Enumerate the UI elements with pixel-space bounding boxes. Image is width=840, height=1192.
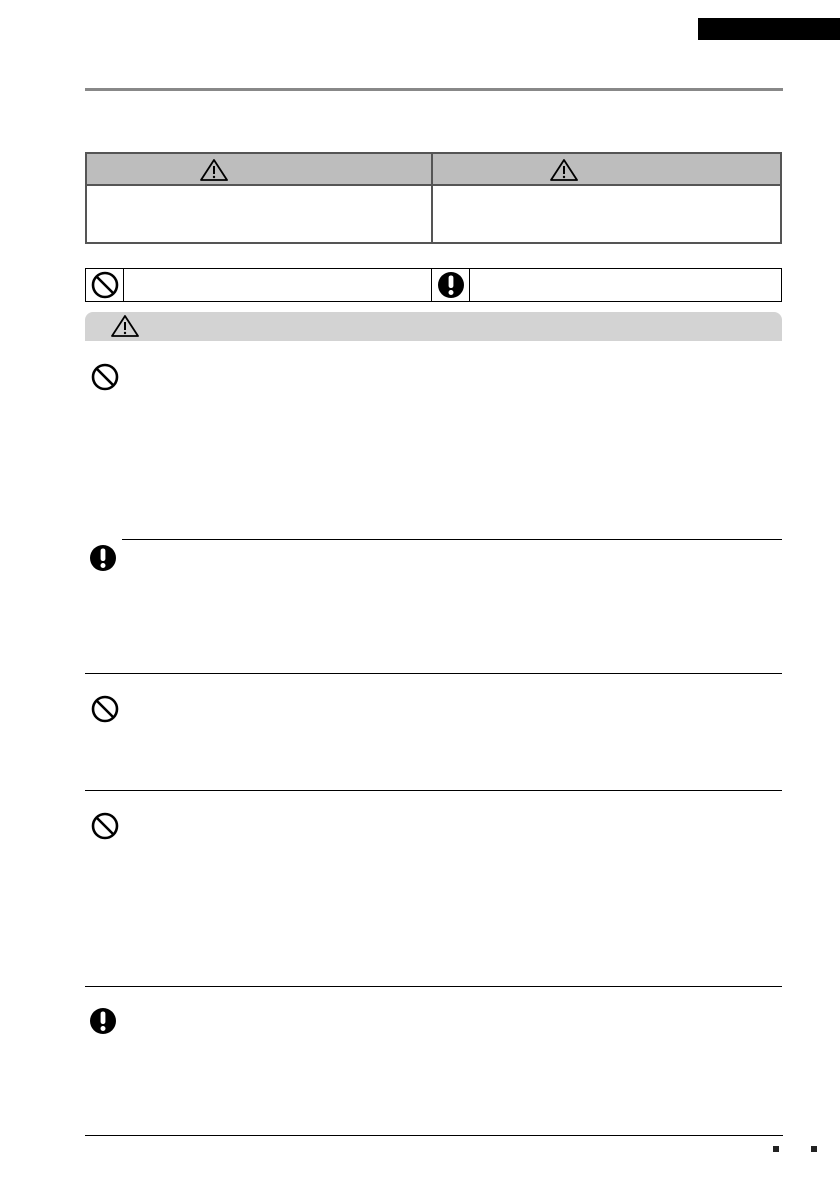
warning-triangle-icon: [550, 159, 578, 181]
hazard-legend-table: [85, 152, 782, 244]
header-rule: [85, 88, 783, 91]
prohibited-icon: [90, 362, 120, 392]
key-mandatory-cell: [432, 269, 470, 301]
footer-rule: [85, 1135, 783, 1136]
item-divider: [85, 986, 782, 987]
mandatory-action-icon: [436, 270, 466, 300]
item-divider: [85, 673, 782, 674]
symbol-key-row: [85, 268, 782, 302]
prohibited-icon: [90, 270, 120, 300]
warning-triangle-icon: [200, 159, 228, 181]
item-divider: [122, 539, 782, 540]
mandatory-action-icon: [88, 1006, 118, 1036]
prohibited-icon: [90, 694, 120, 724]
footer-marker: [811, 1146, 817, 1152]
prohibited-icon: [90, 811, 120, 841]
legend-column-divider: [431, 186, 433, 242]
legend-header-left: [87, 154, 431, 186]
legend-header-right: [431, 154, 780, 186]
key-prohibited-cell: [86, 269, 124, 301]
item-divider: [85, 790, 782, 791]
warning-triangle-icon: [111, 315, 139, 337]
footer-marker: [773, 1146, 779, 1152]
warning-section-header: [85, 312, 782, 341]
key-prohibited-text-cell: [124, 269, 432, 301]
mandatory-action-icon: [88, 543, 118, 573]
chapter-tab: [698, 18, 840, 40]
